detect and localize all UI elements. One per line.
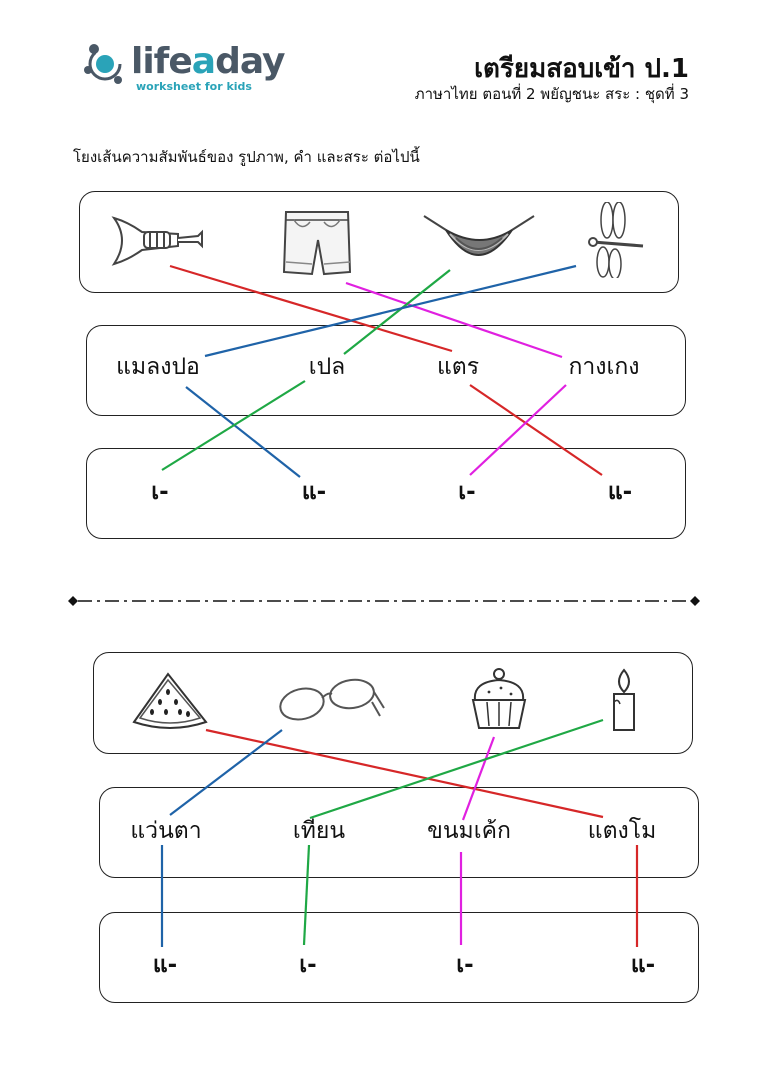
logo-wordmark: lifeaday	[131, 41, 285, 82]
set1-vowel-2: แ-	[301, 479, 327, 505]
connector-w2-vowel	[304, 845, 309, 945]
set1-vowel-1: เ-	[151, 479, 169, 505]
connector-word3-vowel	[470, 385, 602, 475]
connector-shorts-word	[346, 283, 562, 357]
connector-word4-vowel	[470, 385, 566, 475]
connector-hammock-word	[344, 270, 450, 354]
set2-vowel-4: แ-	[630, 952, 656, 978]
instruction-text: โยงเส้นความสัมพันธ์ของ รูปภาพ, คำ และสระ ต่อไปนี้	[73, 148, 420, 166]
set2-word-1: แว่นตา	[130, 818, 202, 844]
connector-cupcake-word	[463, 737, 494, 820]
set2-word-4: แตงโม	[587, 818, 657, 844]
page-subtitle: ภาษาไทย ตอนที่ 2 พยัญชนะ สระ : ชุดที่ 3	[414, 85, 689, 103]
connector-trumpet-word	[170, 266, 452, 351]
set1-word-2: เปล	[308, 354, 346, 380]
set2-word-3: ขนมเค้ก	[427, 818, 511, 844]
set1-vowel-3: เ-	[458, 479, 476, 505]
set2-vowel-1: แ-	[152, 952, 178, 978]
set2-vowel-3: เ-	[456, 952, 474, 978]
connector-word1-vowel	[186, 387, 300, 477]
connector-glasses-word	[170, 730, 282, 815]
set1-word-4: กางเกง	[568, 354, 640, 380]
page-title: เตรียมสอบเข้า ป.1	[474, 54, 689, 84]
set2-word-2: เทียน	[292, 818, 346, 844]
connector-candle-word	[310, 720, 603, 818]
set1-word-3: แตร	[436, 354, 480, 380]
set2-vowel-2: เ-	[299, 952, 317, 978]
connector-word2-vowel	[162, 381, 305, 470]
logo-tagline: worksheet for kids	[136, 80, 252, 93]
set1-vowel-4: แ-	[607, 479, 633, 505]
set1-word-1: แมลงปอ	[116, 354, 200, 380]
